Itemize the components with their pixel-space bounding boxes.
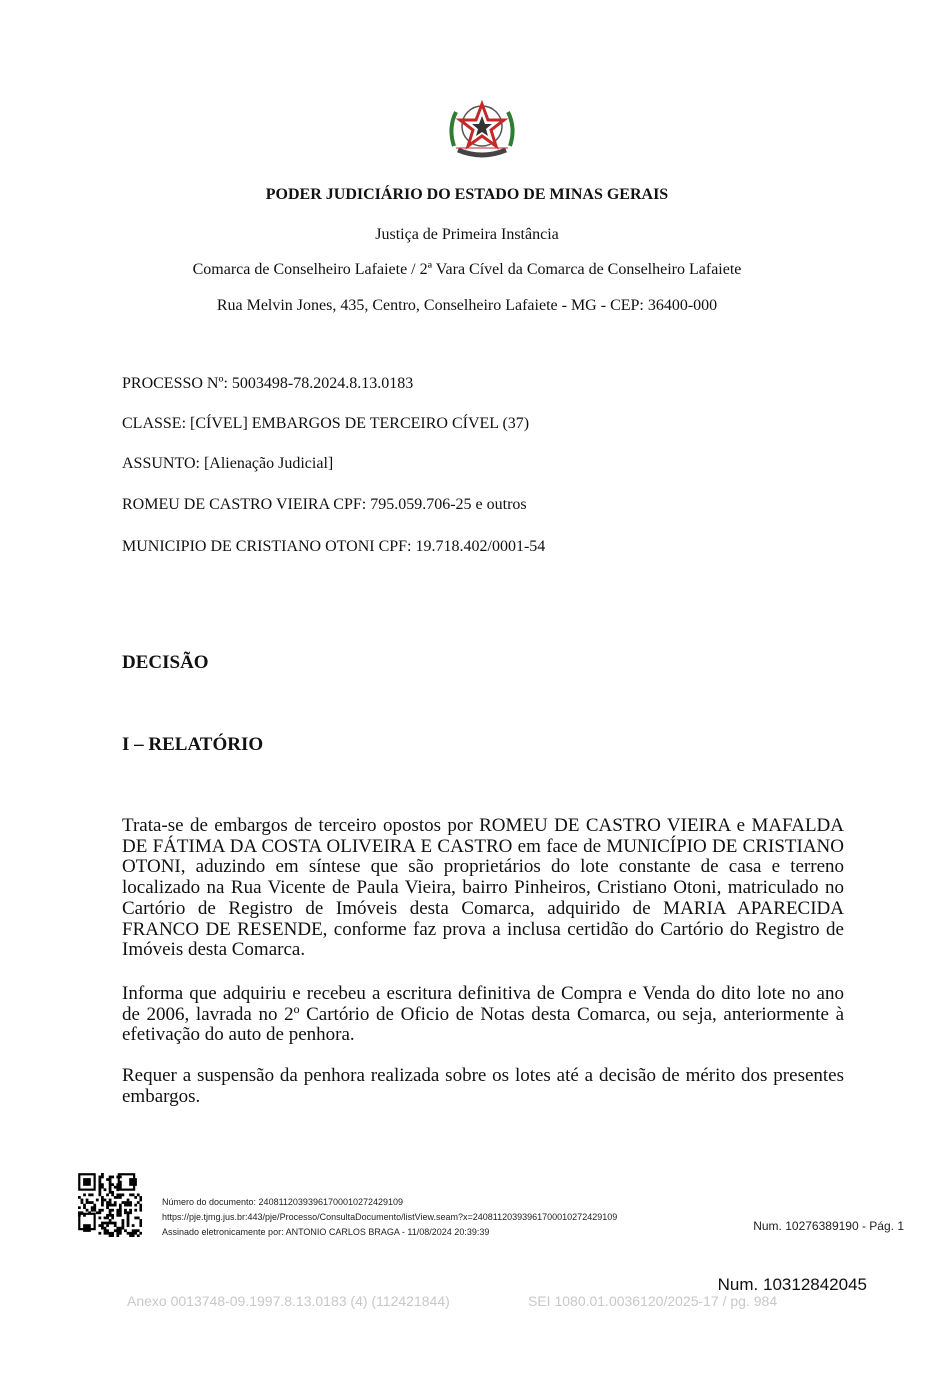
section-heading: I – RELATÓRIO — [122, 734, 264, 755]
case-subject: ASSUNTO: [Alienação Judicial] — [122, 455, 334, 472]
court-address: Rua Melvin Jones, 435, Centro, Conselheiro Lafaiete - MG - CEP: 36400-000 — [216, 297, 718, 314]
qr-code — [78, 1173, 142, 1237]
case-party-defendant: MUNICIPIO DE CRISTIANO OTONI CPF: 19.718.402/0001-54 — [122, 538, 546, 555]
annex-reference: Anexo 0013748-09.1997.8.13.0183 (4) (112421844) — [127, 1293, 450, 1309]
page-reference: Num. 10276389190 - Pág. 1 — [753, 1219, 904, 1233]
document-number: Número do documento: 24081120393961700010272429109 — [162, 1197, 404, 1207]
court-title: PODER JUDICIÁRIO DO ESTADO DE MINAS GERAIS — [265, 186, 669, 203]
document-num: Num. 10312842045 — [717, 1275, 867, 1294]
case-number: PROCESSO Nº: 5003498-78.2024.8.13.0183 — [122, 375, 414, 392]
court-instance: Justiça de Primeira Instância — [375, 226, 559, 243]
sei-reference: SEI 1080.01.0036120/2025-17 / pg. 984 — [528, 1293, 778, 1309]
case-party-plaintiff: ROMEU DE CASTRO VIEIRA CPF: 795.059.706-25 e outros — [122, 496, 527, 513]
document-url[interactable]: https://pje.tjmg.jus.br:443/pje/Processo/ConsultaDocumento/listView.seam?x=24081120393961700010272429109 — [162, 1212, 618, 1222]
body-paragraph: Requer a suspensão da penhora realizada sobre os lotes até a decisão de mérito dos presentes embargos. — [122, 1065, 844, 1107]
court-name: Comarca de Conselheiro Lafaiete / 2ª Vara Cível da Comarca de Conselheiro Lafaiete — [192, 261, 742, 278]
body-paragraph: Informa que adquiriu e recebeu a escritura definitiva de Compra e Venda do dito lote no ano de 2006, lavrada no 2º Cartório de Oficio de Notas desta Comarca, ou seja, anteriormente à efetivação do auto de penhora. — [122, 983, 844, 1046]
decision-heading: DECISÃO — [122, 652, 209, 673]
body-paragraph: Trata-se de embargos de terceiro opostos por ROMEU DE CASTRO VIEIRA e MAFALDA DE FÁTIMA DA COSTA OLIVEIRA E CASTRO em face de MUNICÍPIO DE CRISTIANO OTONI, aduzindo em síntese que são proprietários do lote constante de casa e terreno localizado na Rua Vicente de Paula Vieira, bairro Pinheiros, Cristiano Otoni, matriculado no Cartório de Registro de Imóveis desta Comarca, adquirido de MARIA APARECIDA FRANCO DE RESENDE, conforme faz prova a inclusa certidão do Cartório do Registro de Imóveis desta Comarca. — [122, 815, 844, 961]
coat-of-arms-emblem — [444, 98, 520, 160]
signature-info: Assinado eletronicamente por: ANTONIO CARLOS BRAGA - 11/08/2024 20:39:39 — [162, 1227, 490, 1237]
case-class: CLASSE: [CÍVEL] EMBARGOS DE TERCEIRO CÍVEL (37) — [122, 415, 530, 432]
